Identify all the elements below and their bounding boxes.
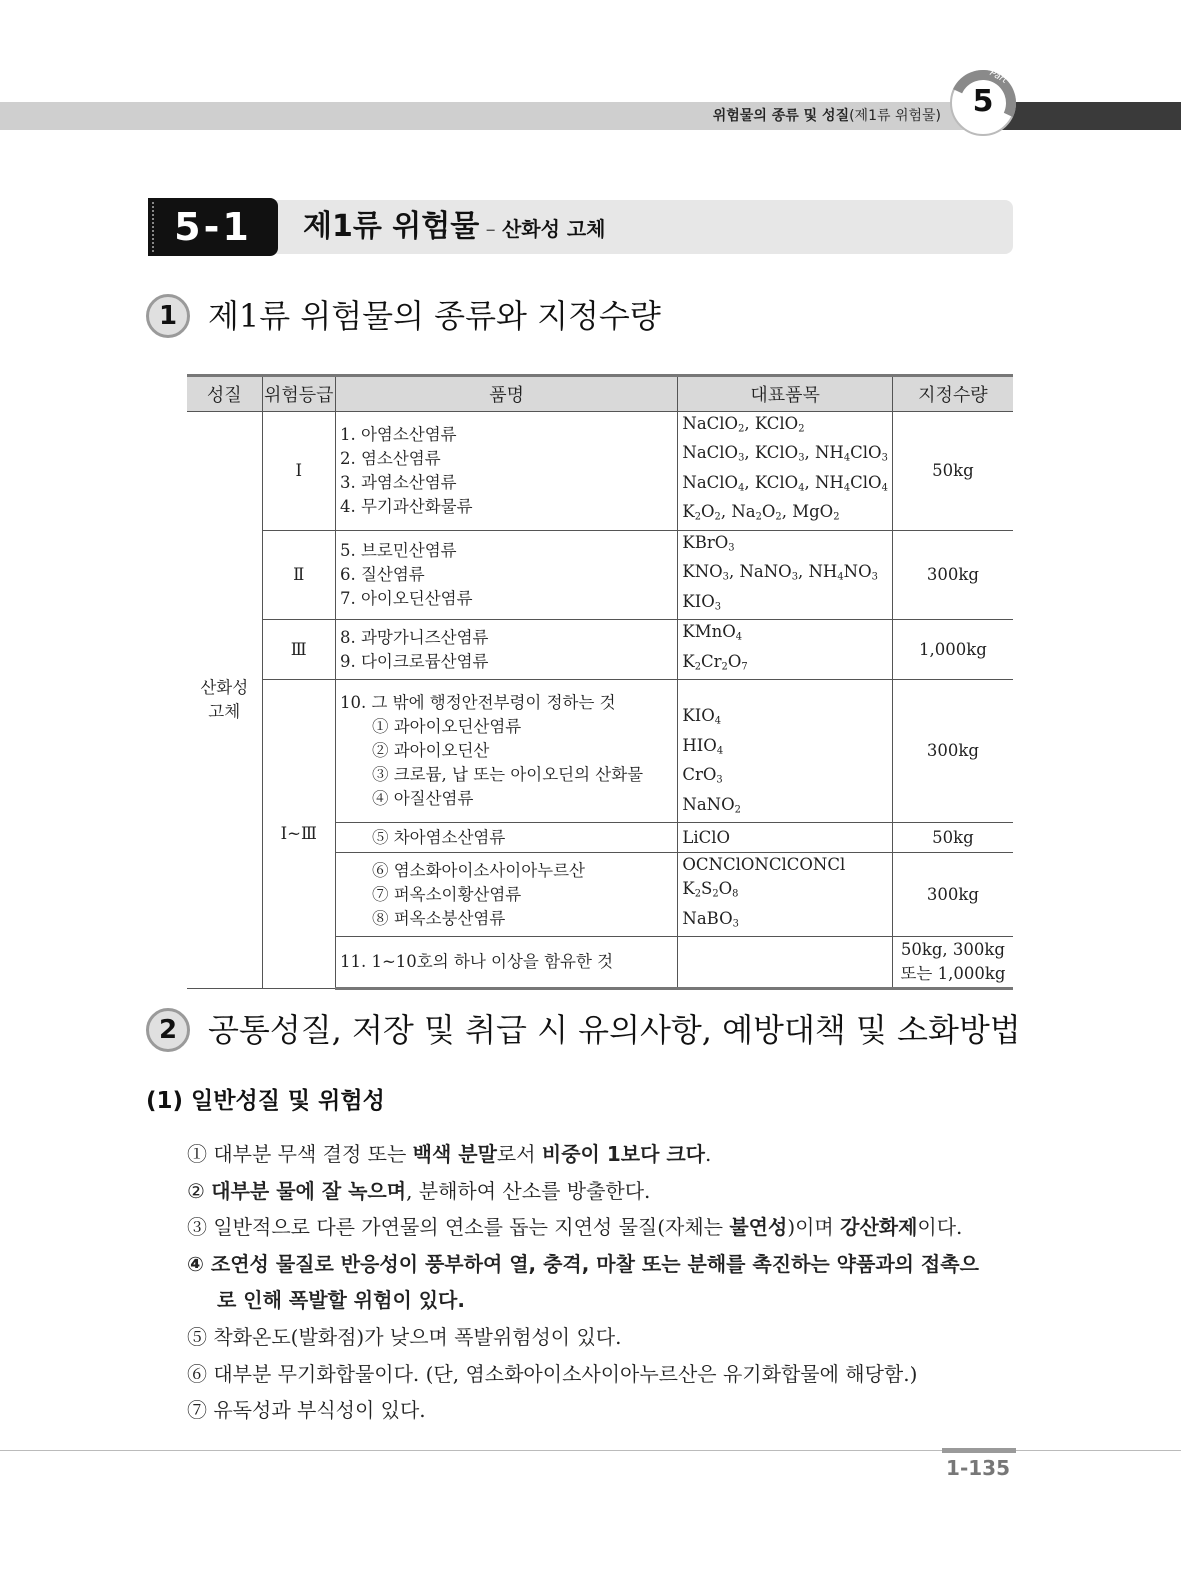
running-title: 위험물의 종류 및 성질(제1류 위험물) [712,108,941,124]
col-header: 성질 [187,376,262,412]
grade-cell: Ⅰ [262,412,335,531]
heading-2: 공통성질, 저장 및 취급 시 유의사항, 예방대책 및 소화방법 [208,1011,1021,1049]
quantity-cell: 50kg [892,412,1013,531]
representatives-cell: KMnO$_4$ $K_2Cr_2O_7$ [678,620,892,680]
col-header: 위험등급 [262,376,335,412]
list-item: ⑤ 착화온도(발화점)가 낮으며 폭발위험성이 있다. [187,1325,622,1349]
property-cell: 산화성 고체 [187,412,262,989]
list-item: ⑥ 대부분 무기화합물이다. (단, 염소화아이소사이아누르산은 유기화합물에 해당함.) [187,1362,918,1386]
representatives-cell: LiClO [678,823,892,853]
names-cell: 10. 그 밖에 행정안전부령이 정하는 것 ① 과아이오딘산염류 ② 과아이오딘산 ③ 크로뮴, 납 또는 아이오딘의 산화물 ④ 아질산염류 [335,680,677,823]
names-cell: 5. 브로민산염류 6. 질산염류 7. 아이오딘산염류 [335,530,677,619]
grade-cell: Ⅲ [262,620,335,680]
col-header: 지정수량 [892,376,1013,412]
quantity-cell: 50kg [892,823,1013,853]
grade-cell: Ⅱ [262,530,335,619]
col-header: 대표품목 [678,376,892,412]
quantity-cell: 300kg [892,530,1013,619]
representatives-cell: OCNClONClCONCl $K_2S_2O_8$ NaBO$_3$ [678,853,892,937]
table-row [187,530,1013,619]
quantity-cell: 300kg [892,853,1013,937]
heading-1: 제1류 위험물의 종류와 지정수량 [208,297,661,335]
quantity-cell: 300kg [892,680,1013,823]
page-number: 1-135 [946,1456,1010,1480]
list-item: ⑦ 유독성과 부식성이 있다. [187,1398,426,1422]
quantity-cell: 1,000kg [892,620,1013,680]
col-header: 품명 [335,376,677,412]
part-label: Part [987,68,1009,86]
hazmat-table [187,374,1013,990]
list-item-continued: 로 인해 폭발할 위험이 있다. [217,1288,465,1312]
names-cell: 8. 과망가니즈산염류 9. 다이크로뮴산염류 [335,620,677,680]
representatives-cell: NaClO$_2$, KClO$_2$ NaClO$_3$, KClO$_3$, $NH_4ClO_3$ NaClO$_4$, KClO$_4$, $NH_4ClO_4$ $K_2O_2$, $Na_2O_2$, MgO$_2$ [678,412,892,531]
part-number: 5 [972,84,994,119]
list-item: ① 대부분 무색 결정 또는 백색 분말로서 비중이 1보다 크다. [187,1142,712,1166]
subsection-title: (1) 일반성질 및 위험성 [146,1088,385,1114]
names-cell: ⑥ 염소화아이소사이아누르산 ⑦ 퍼옥소이황산염류 ⑧ 퍼옥소붕산염류 [335,853,677,937]
grade-cell: Ⅰ~Ⅲ [262,680,335,989]
footer-tab [942,1448,1016,1453]
section-number: 5-1 [148,198,278,256]
representatives-cell: KBrO$_3$ $KNO_3$, NaNO$_3$, $NH_4NO_3$ $KIO_3$ [678,530,892,619]
table-row [187,620,1013,680]
names-cell: 11. 1~10호의 하나 이상을 함유한 것 [335,937,677,989]
heading-number-2: 2 [146,1008,190,1052]
names-cell: ⑤ 차아염소산염류 [335,823,677,853]
heading-number-1: 1 [146,294,190,338]
representatives-cell [678,937,892,989]
table-row [187,412,1013,531]
list-item: ③ 일반적으로 다른 가연물의 연소를 돕는 지연성 물질(자체는 불연성)이며 강산화제이다. [187,1215,963,1239]
list-item: ② 대부분 물에 잘 녹으며, 분해하여 산소를 방출한다. [187,1179,651,1203]
table-row [187,680,1013,823]
representatives-cell: $KIO_4$ $HIO_4$ CrO$_3$ NaNO$_2$ [678,680,892,823]
list-item: ④ 조연성 물질로 반응성이 풍부하여 열, 충격, 마찰 또는 분해를 촉진하는 약품과의 접촉으 [187,1252,979,1276]
section-title: 제1류 위험물 – 산화성 고체 [303,209,606,244]
table-header-row [187,376,1013,412]
header-bar-dark [1000,102,1181,130]
names-cell: 1. 아염소산염류 2. 염소산염류 3. 과염소산염류 4. 무기과산화물류 [335,412,677,531]
quantity-cell: 50kg, 300kg 또는 1,000kg [892,937,1013,989]
